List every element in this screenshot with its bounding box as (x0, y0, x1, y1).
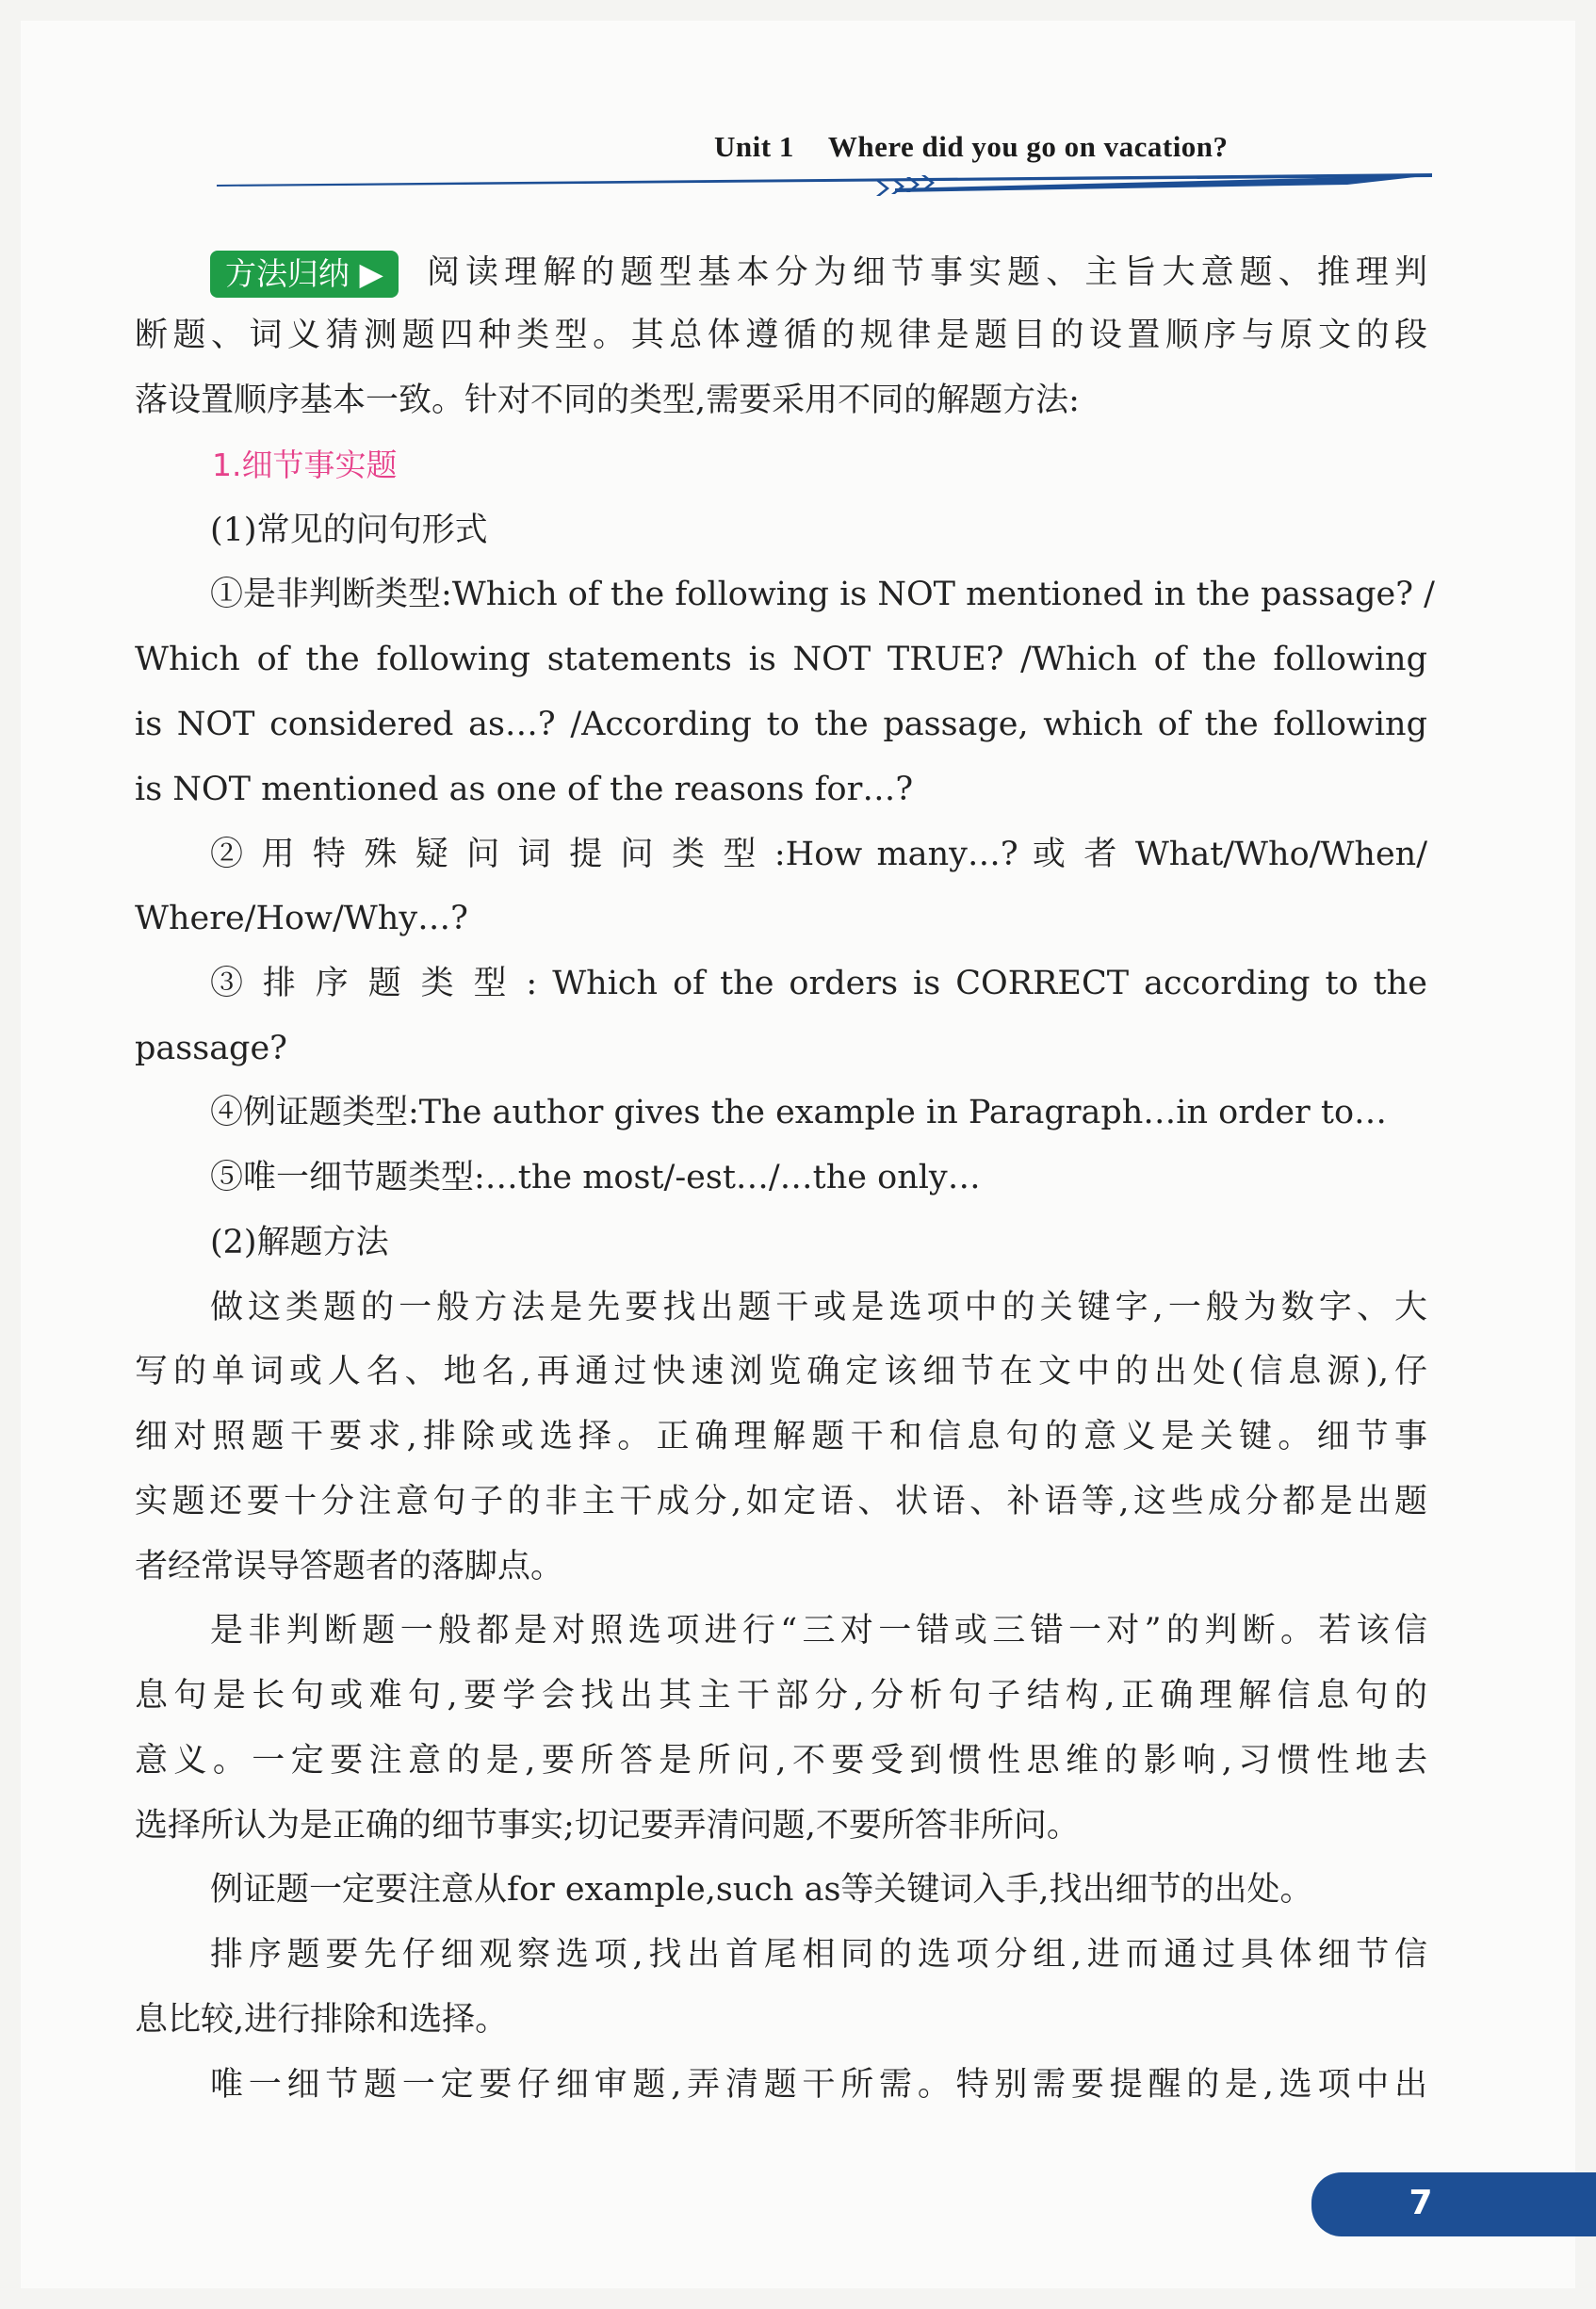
text-line: 息比较,进行排除和选择。 (135, 2001, 509, 2039)
text-line: ①是非判断类型:Which of the following is NOT mentioned in the passage? / (210, 576, 1435, 613)
text-line: ② 用 特 殊 疑 问 词 提 问 类 型 :How many…? 或 者 What/Who/When/ (210, 836, 1427, 873)
subheading: (1)常见的问句形式 (210, 512, 488, 549)
text-line: ③ 排 序 题 类 型 : Which of the orders is CORRECT according to the (210, 965, 1427, 1002)
text-line: 是非判断题一般都是对照选项进行“三对一错或三错一对”的判断。若该信 (210, 1612, 1427, 1650)
text-line: Where/How/Why…? (135, 900, 468, 937)
text-line: 意义。一定要注意的是,要所答是所问,不要受到惯性思维的影响,习惯性地去 (135, 1742, 1427, 1780)
text-line: 落设置顺序基本一致。针对不同的类型,需要采用不同的解题方法: (135, 382, 1080, 419)
text-line: 细对照题干要求,排除或选择。正确理解题干和信息句的意义是关键。细节事 (135, 1418, 1427, 1455)
text-line: 写的单词或人名、地名,再通过快速浏览确定该细节在文中的出处(信息源),仔 (135, 1353, 1427, 1390)
text-line: 排序题要先仔细观察选项,找出首尾相同的选项分组,进而通过具体细节信 (210, 1936, 1427, 1974)
text-line: 例证题一定要注意从for example,such as等关键词入手,找出细节的出处。 (210, 1871, 1313, 1909)
text-line: passage? (135, 1030, 287, 1067)
running-header (714, 130, 1229, 164)
text-line: is NOT mentioned as one of the reasons for…? (135, 771, 914, 808)
method-summary-tag: 方法归纳 ▶ (210, 251, 399, 298)
text-line: Which of the following statements is NOT TRUE? /Which of the following (135, 641, 1427, 678)
text-line: 断题、词义猜测题四种类型。其总体遵循的规律是题目的设置顺序与原文的段 (135, 317, 1427, 354)
text-line: ④例证题类型:The author gives the example in Paragraph…in order to… (210, 1094, 1388, 1131)
text-line: 实题还要十分注意句子的非主干成分,如定语、状语、补语等,这些成分都是出题 (135, 1483, 1427, 1520)
text-line: 做这类题的一般方法是先要找出题干或是选项中的关键字,一般为数字、大 (210, 1289, 1427, 1326)
subheading: (2)解题方法 (210, 1224, 389, 1261)
text-line: 唯一细节题一定要仔细审题,弄清题干所需。特别需要提醒的是,选项中出 (210, 2066, 1427, 2104)
header-rule (217, 164, 1432, 198)
text-line: ⑤唯一细节题类型:…the most/-est…/…the only… (210, 1159, 981, 1196)
unit-title: Where did you go on vacation? (827, 130, 1229, 163)
text-line: 者经常误导答题者的落脚点。 (135, 1548, 564, 1585)
text-line: 选择所认为是正确的细节事实;切记要弄清问题,不要所答非所问。 (135, 1807, 1080, 1845)
page-number: 7 (1409, 2184, 1433, 2222)
page-number-tab (1311, 2172, 1596, 2236)
text-line: 息句是长句或难句,要学会找出其主干部分,分析句子结构,正确理解信息句的 (135, 1677, 1427, 1715)
text-line: is NOT considered as…? /According to the passage, which of the following (135, 706, 1427, 743)
section-heading: 1.细节事实题 (212, 447, 398, 483)
text-line: 方法归纳 ▶ 阅读理解的题型基本分为细节事实题、主旨大意题、推理判 (210, 251, 1427, 298)
unit-label: Unit 1 (714, 130, 794, 163)
